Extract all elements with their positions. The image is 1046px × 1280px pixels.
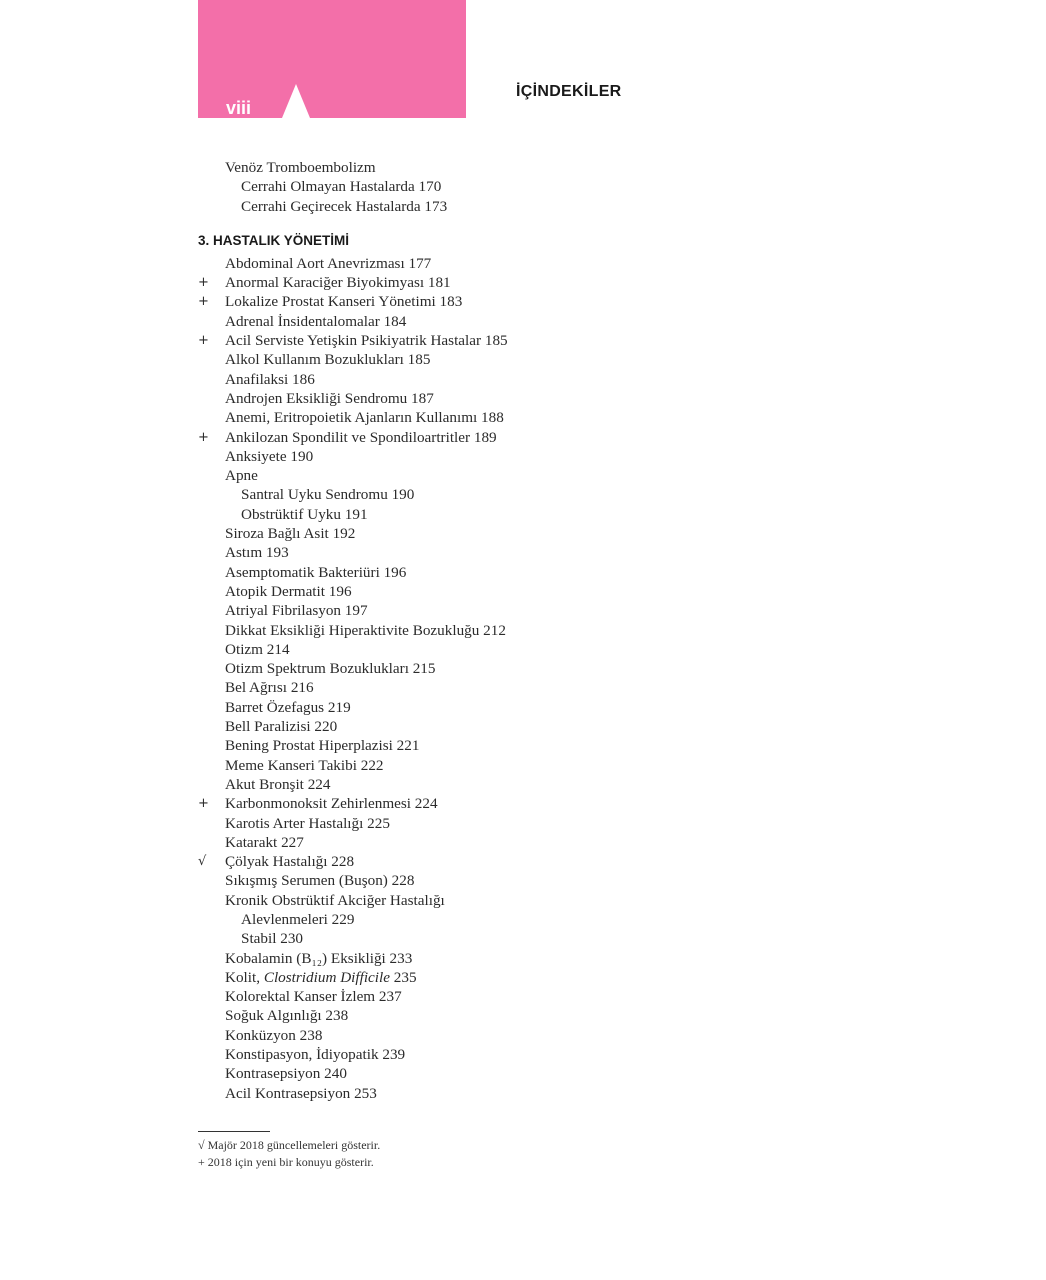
toc-entry-text: Otizm Spektrum Bozuklukları 215 (225, 660, 436, 678)
toc-entry-text: Santral Uyku Sendromu 190 (241, 486, 415, 504)
toc-entry-text: Abdominal Aort Anevrizması 177 (225, 254, 432, 272)
toc-entry (198, 736, 718, 755)
toc-entry-text: Apne (225, 467, 258, 485)
toc-entry (198, 640, 718, 659)
toc-entry (198, 1045, 718, 1064)
toc-entry-text: Akut Bronşit 224 (225, 775, 331, 793)
toc-entry-text: Meme Kanseri Takibi 222 (225, 756, 384, 774)
toc-entry (198, 833, 718, 852)
toc-entry (198, 1084, 718, 1103)
toc-entry-text: Cerrahi Olmayan Hastalarda 170 (241, 178, 442, 196)
toc-entry-text: Soğuk Algınlığı 238 (225, 1007, 349, 1025)
toc-entry-text: Dikkat Eksikliği Hiperaktivite Bozukluğu 212 (225, 621, 506, 639)
toc-entry (198, 370, 718, 389)
toc-entry (198, 177, 718, 196)
footnote-divider (198, 1131, 270, 1132)
toc-entry-text: Venöz Tromboembolizm (225, 159, 376, 176)
toc-entry-text: Çölyak Hastalığı 228 (225, 853, 355, 871)
toc-entry (198, 775, 718, 794)
toc-entry-text: Atopik Dermatit 196 (225, 582, 352, 600)
toc-entry-mark: + (198, 333, 209, 349)
toc-entry-text: Kolorektal Kanser İzlem 237 (225, 988, 402, 1006)
toc-entry (198, 331, 718, 350)
toc-entry-text: Acil Serviste Yetişkin Psikiyatrik Hastalar 185 (225, 332, 508, 350)
toc-entry-text: Anksiyete 190 (225, 447, 314, 465)
toc-entry (198, 466, 718, 485)
toc-entry-mark: + (198, 294, 209, 310)
toc-entry-text: Atriyal Fibrilasyon 197 (225, 602, 368, 620)
toc-entry (198, 678, 718, 697)
page-title: İÇİNDEKİLER (516, 83, 622, 100)
toc-entry-text: Anemi, Eritropoietik Ajanların Kullanımı 188 (225, 409, 504, 427)
toc-entry-text: Kolit, Clostridium Difficile 235 (225, 968, 417, 986)
toc-entry (198, 968, 718, 987)
toc-entry-mark: + (198, 796, 209, 812)
toc-entry-text: Cerrahi Geçirecek Hastalarda 173 (241, 197, 448, 215)
toc-entry (198, 1064, 718, 1083)
toc-entry (198, 852, 718, 871)
toc-entry (198, 505, 718, 524)
toc-entry-text: Adrenal İnsidentalomalar 184 (225, 312, 407, 330)
toc-entry (198, 312, 718, 331)
toc-entry-text: Katarakt 227 (225, 833, 304, 851)
footnotes (198, 1137, 380, 1171)
toc-entry (198, 273, 718, 292)
toc-entry (198, 543, 718, 562)
toc-entry-text: Bening Prostat Hiperplazisi 221 (225, 737, 420, 755)
toc-entry-text: Lokalize Prostat Kanseri Yönetimi 183 (225, 293, 463, 311)
section-heading: 3. HASTALIK YÖNETİMİ (198, 232, 350, 248)
toc-entry (198, 582, 718, 601)
toc-entry-text: Stabil 230 (241, 930, 304, 948)
toc-entry (198, 659, 718, 678)
toc-entry (198, 621, 718, 640)
page-number: viii (226, 98, 252, 118)
toc-entry (198, 389, 718, 408)
toc-entry-text: Anormal Karaciğer Biyokimyası 181 (225, 274, 451, 292)
toc-entry (198, 949, 718, 968)
toc-entry-text: Ankilozan Spondilit ve Spondiloartritler 189 (225, 428, 497, 446)
toc-entry-mark: + (198, 429, 209, 445)
toc-entry (198, 524, 718, 543)
toc-entry (198, 601, 718, 620)
toc-entry (198, 158, 718, 177)
toc-entry (198, 756, 718, 775)
toc-entry (198, 698, 718, 717)
toc-entry-text: Konküzyon 238 (225, 1026, 323, 1044)
toc-entry-mark: √ (198, 854, 207, 870)
section-spacer (198, 216, 718, 228)
toc-entry-text: Otizm 214 (225, 640, 290, 658)
toc-entry-text: Konstipasyon, İdiyopatik 239 (225, 1046, 406, 1064)
toc-entry (198, 929, 718, 948)
triangle-decoration (282, 84, 310, 118)
toc-entry (198, 254, 718, 273)
toc-entry (198, 428, 718, 447)
toc-entry (198, 987, 718, 1006)
footnote-new-topic: + 2018 için yeni bir konuyu gösterir. (198, 1155, 374, 1169)
toc-entry-text: Alkol Kullanım Bozuklukları 185 (225, 351, 431, 369)
toc-entry-text: Androjen Eksikliği Sendromu 187 (225, 389, 434, 407)
toc-entry (198, 871, 718, 890)
toc-entry-text: Obstrüktif Uyku 191 (241, 505, 368, 523)
toc-entry-text: Astım 193 (225, 544, 289, 562)
toc-entry-text: Kronik Obstrüktif Akciğer Hastalığı (225, 891, 445, 909)
toc-entry (198, 292, 718, 311)
toc-entry (198, 350, 718, 369)
toc-entry (198, 408, 718, 427)
toc-entry (198, 485, 718, 504)
toc-entry-text: Sıkışmış Serumen (Buşon) 228 (225, 872, 415, 890)
toc-entry-mark: + (198, 275, 209, 291)
toc-entry-text: Siroza Bağlı Asit 192 (225, 525, 356, 543)
toc-entry-text: Anafilaksi 186 (225, 370, 315, 388)
toc-entry-text: Bel Ağrısı 216 (225, 679, 314, 697)
table-of-contents (198, 158, 718, 1103)
toc-entry (198, 910, 718, 929)
toc-entry-text: Karbonmonoksit Zehirlenmesi 224 (225, 795, 438, 813)
toc-entry-text: Kontrasepsiyon 240 (225, 1065, 347, 1083)
toc-entry (198, 891, 718, 910)
toc-entry (198, 447, 718, 466)
toc-entry-text: Barret Özefagus 219 (225, 698, 351, 716)
toc-entry-text: Karotis Arter Hastalığı 225 (225, 814, 390, 832)
toc-entry (198, 794, 718, 813)
toc-entry-text: Asemptomatik Bakteriüri 196 (225, 563, 407, 581)
toc-entry-text: Acil Kontrasepsiyon 253 (225, 1084, 377, 1102)
toc-entry (198, 563, 718, 582)
toc-entry-text: Bell Paralizisi 220 (225, 718, 338, 736)
footnote-major-update: √ Majör 2018 güncellemeleri gösterir. (198, 1138, 381, 1152)
toc-entry (198, 814, 718, 833)
toc-entry-text: Kobalamin (B₁₂) Eksikliği 233 (225, 949, 413, 967)
toc-entry (198, 1006, 718, 1025)
toc-entry-text: Alevlenmeleri 229 (241, 910, 355, 928)
toc-entry (198, 197, 718, 216)
toc-entry (198, 1026, 718, 1045)
toc-entry (198, 717, 718, 736)
